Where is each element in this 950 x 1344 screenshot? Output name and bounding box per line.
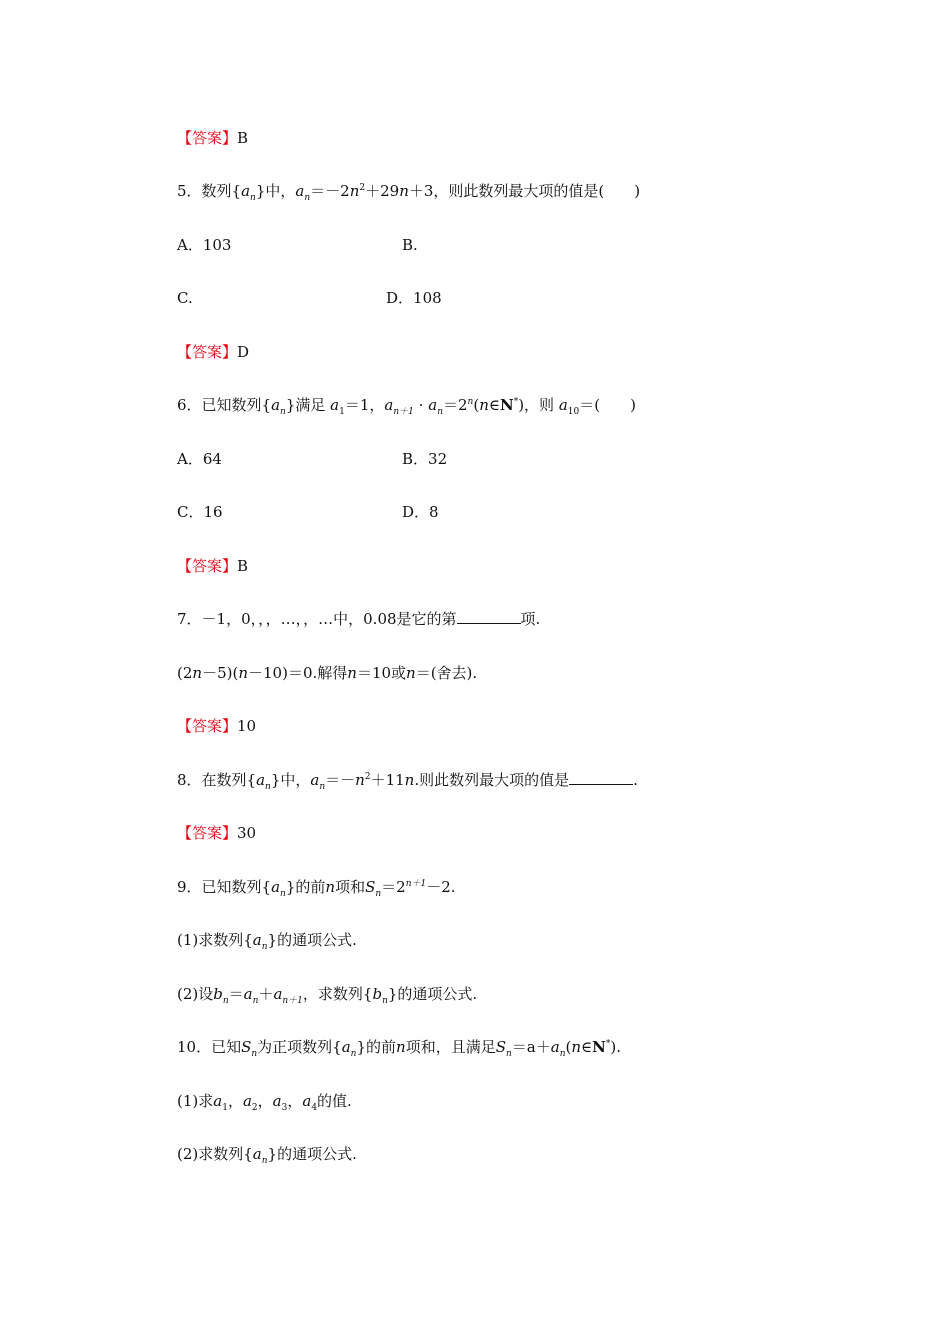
sub-n: n [382,996,388,1006]
sub-1: 1 [339,407,345,417]
q9-text: }的前 [285,878,326,896]
question-6 [177,395,636,415]
q7-text: 7．－1，0，，，…，，…中，0.08是它的第 [177,610,457,628]
sup-n1: n＋1 [405,879,427,889]
q8-text: .则此数列最大项的值是 [414,771,570,789]
sub-3: 3 [281,1103,288,1113]
q10-text: ). [610,1038,621,1056]
sub-n: n [250,193,256,203]
q6-text: ＝( ) [579,396,636,414]
var-a: a [295,182,305,200]
q8-text: 8．在数列{ [177,771,257,789]
q10-text: N [592,1038,606,1056]
answer-value: B [237,129,249,147]
answer-label: 【答案】 [177,129,238,147]
sub-n: n [252,996,259,1006]
q10-text: 为正项数列{ [257,1038,342,1056]
q10-text: ( [565,1038,572,1056]
var-n: n [325,878,336,896]
sub-n: n [437,407,443,417]
q10-text: ∈ [581,1038,593,1056]
answer-value: 30 [237,824,257,842]
var-S: S [241,1038,252,1056]
question-8 [177,770,638,790]
question-5 [177,181,640,201]
q9-part2-text: (2)设 [177,985,214,1003]
sub-n: n [265,782,271,792]
sup-2: 2 [359,183,366,193]
q6-text: N [499,396,514,414]
q10-part1-text: ， [287,1092,303,1110]
q5-text: ＝－2 [310,182,350,200]
var-S: S [365,878,376,896]
q7-solution-text: －10)＝0.解得 [248,664,348,682]
sub-n: n [280,407,286,417]
var-a: a [272,1092,282,1110]
q9-part2-text: ＝ [228,985,244,1003]
answer-value: B [237,557,249,575]
var-a: a [310,771,320,789]
q6-option-a: A．64 [177,450,222,468]
var-n: n [349,182,360,200]
var-a: a [252,1145,262,1163]
q10-text: * [605,1039,611,1049]
question-7 [177,609,540,629]
q8-text: ＝－ [325,771,356,789]
q10-part-1 [177,1091,352,1111]
q7-solution-text: －5)( [202,664,239,682]
q6-text: 6．已知数列{ [177,396,272,414]
var-n: n [347,664,357,682]
q9-text: 项和 [335,878,366,896]
var-n: n [355,771,365,789]
sub-n: n [251,1049,258,1059]
var-n: n [238,664,248,682]
sub-2: 2 [251,1103,258,1113]
q9-part1-text: }的通项公式. [267,931,357,949]
q5-option-b: B. [402,236,418,254]
q9-part1-text: (1)求数列{ [177,931,253,949]
q8-text: }中， [270,771,311,789]
var-S: S [495,1038,506,1056]
q6-text: )，则 [518,396,555,414]
q6-text: ＝2 [442,396,468,414]
q5-option-a: A．103 [177,236,232,254]
var-n: n [406,664,416,682]
q5-option-c: C. [177,289,193,307]
sub-n: n [505,1049,512,1059]
sub-n: n [280,889,286,899]
var-a: a [550,1038,560,1056]
answer-label: 【答案】 [177,717,238,735]
question-10 [177,1037,621,1057]
q8-text: ＋11 [370,771,405,789]
var-a: a [241,182,251,200]
sub-n1: n＋1 [282,996,303,1006]
var-n: n [404,771,415,789]
q7-solution [177,663,477,683]
sub-10: 10 [567,407,580,417]
var-n: n [192,664,203,682]
q10-part1-text: (1)求 [177,1092,214,1110]
q9-part2-text: ，求数列{ [302,985,373,1003]
var-a: a [271,878,281,896]
sub-1: 1 [222,1103,228,1113]
answer-line-5 [177,342,249,362]
var-a: a [428,396,438,414]
var-b: b [372,985,383,1003]
q9-part2-text: ＋ [258,985,274,1003]
sup-2: 2 [364,772,371,782]
q10-part-2 [177,1144,357,1164]
sup-n: n [467,397,474,407]
var-a: a [213,1092,223,1110]
answer-line-8 [177,823,256,843]
q9-text: －2. [426,878,456,896]
q6-text: ＝1， [344,396,385,414]
q10-part2-text: (2)求数列{ [177,1145,253,1163]
var-a: a [256,771,266,789]
q7-text: 项. [520,610,541,628]
var-a: a [302,1092,312,1110]
q10-part1-text: ， [227,1092,243,1110]
q9-part-1 [177,930,357,950]
var-a: a [271,396,281,414]
q9-text: ＝2 [381,878,406,896]
q9-part2-text: }的通项公式. [387,985,478,1003]
q10-text: ＝a＋ [511,1038,551,1056]
var-a: a [384,396,394,414]
sub-n: n [304,193,311,203]
q6-text: }满足 [285,396,326,414]
sub-n: n [261,942,268,952]
q6-text: · [418,396,424,414]
var-a: a [341,1038,351,1056]
q10-part1-text: ， [257,1092,273,1110]
var-a: a [252,931,262,949]
q6-text: ( [473,396,480,414]
answer-blank [457,609,521,624]
sub-n: n [222,996,229,1006]
answer-value: D [237,343,250,361]
q6-text: * [513,397,519,407]
var-b: b [213,985,223,1003]
answer-label: 【答案】 [177,343,238,361]
q8-text: . [633,771,638,789]
answer-label: 【答案】 [177,557,238,575]
sub-n: n [559,1049,566,1059]
q5-text: ＋3，则此数列最大项的值是( ) [408,182,641,200]
q7-solution-text: ＝10或 [356,664,407,682]
answer-label: 【答案】 [177,824,238,842]
q10-text: 10．已知 [177,1038,242,1056]
q10-text: 项和，且满足 [405,1038,496,1056]
answer-value: 10 [237,717,257,735]
var-n: n [399,182,409,200]
var-a: a [330,396,340,414]
var-a: a [558,396,568,414]
q6-text: ∈ [488,396,500,414]
q9-text: 9．已知数列{ [177,878,272,896]
q5-text: }中， [255,182,296,200]
var-n: n [396,1038,406,1056]
q10-text: }的前 [356,1038,397,1056]
q5-text: 5．数列{ [177,182,242,200]
var-n: n [479,396,489,414]
question-9 [177,877,456,897]
sub-n: n [350,1049,357,1059]
q6-option-c: C．16 [177,503,223,521]
answer-line-4 [177,128,248,148]
sub-n: n [375,889,382,899]
answer-line-6 [177,556,248,576]
var-a: a [273,985,283,1003]
var-n: n [571,1038,582,1056]
q9-part-2 [177,984,477,1004]
q5-option-d: D．108 [386,289,442,307]
answer-line-7 [177,716,256,736]
var-a: a [243,985,253,1003]
q10-part2-text: }的通项公式. [267,1145,357,1163]
q7-solution-text: (2 [177,664,193,682]
q6-option-d: D．8 [402,503,439,521]
sub-n: n [319,782,326,792]
answer-blank [569,770,633,785]
sub-n1: n＋1 [393,407,414,417]
q7-solution-text: ＝(舍去). [415,664,478,682]
q6-option-b: B．32 [402,450,448,468]
q5-text: ＋29 [365,182,400,200]
q10-part1-text: 的值. [317,1092,352,1110]
sub-n: n [261,1156,268,1166]
sub-4: 4 [311,1103,318,1113]
var-a: a [242,1092,252,1110]
